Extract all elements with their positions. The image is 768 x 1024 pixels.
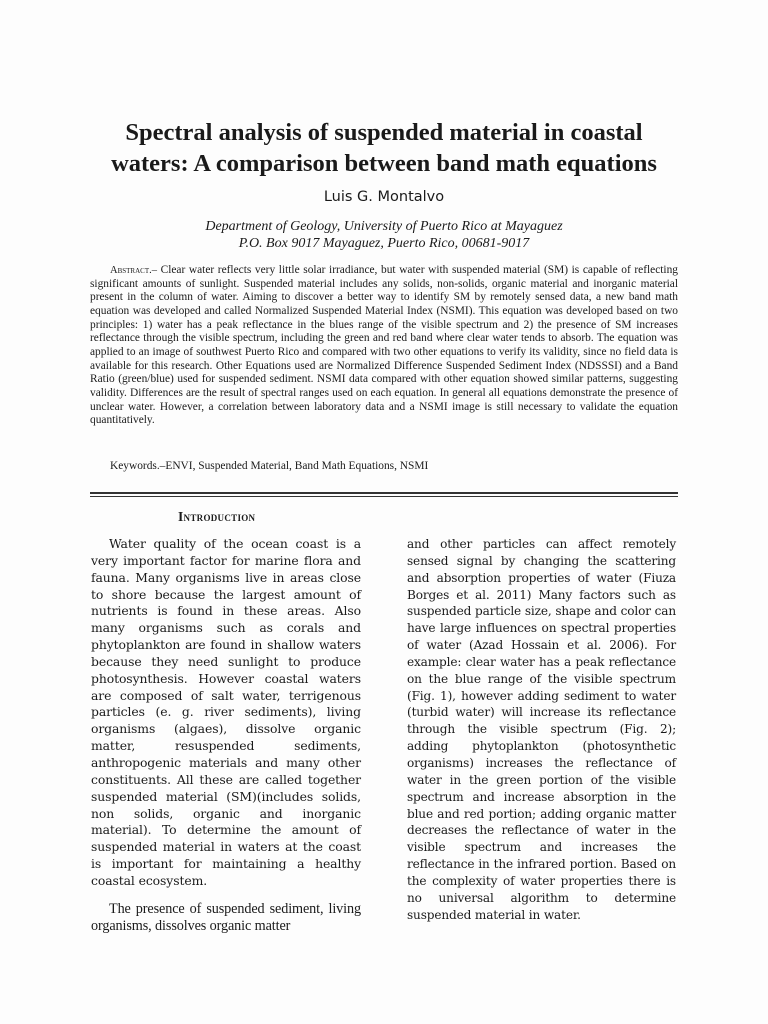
keywords-text: ENVI, Suspended Material, Band Math Equations, NSMI	[165, 460, 429, 472]
keywords	[110, 460, 428, 472]
author-name: Luis G. Montalvo	[323, 189, 445, 205]
intro-paragraph-col2: and other particles can affect remotely sensed signal by changing the scattering and absorption properties of water (Fiuza Borges et al. 2011) Many factors such as suspended particle size, shape and color can have large influences on spectral properties of water (Azad Hossain et al. 2006). For example: clear water has a peak reflectance on the blue range of the visible spectrum (Fig. 1), however adding sediment to water (turbid water) will increase its reflectance through the visible spectrum (Fig. 2); adding phytoplankton (photosynthetic organisms) increases the reflectance of water in the green portion of the visible spectrum and increase absorption in the blue and red portion; adding organic matter decreases the reflectance of water in the visible spectrum and increases the reflectance in the infrared portion. Based on the complexity of water properties there is no universal algorithm to determine suspended material in water.	[407, 537, 676, 922]
intro-paragraph-1: Water quality of the ocean coast is a very important factor for marine flora and fauna. Many organisms live in areas close to shore because the largest amount of nutrients is found in these areas. Also many organisms such as corals and phytoplankton are found in shallow waters because they need sunlight to produce photosynthesis. However coastal waters are composed of salt water, terrigenous particles (e. g. river sediments), living organisms (algaes), dissolve organic matter, resuspended sediments, anthropogenic materials and many other constituents. All these are called together suspended material (SM)(includes solids, non solids, organic and inorganic material). To determine the amount of suspended material in waters at the coast is important for maintaining a healthy coastal ecosystem.	[91, 536, 361, 888]
paper-title	[60, 117, 708, 179]
affiliation-line-1: Department of Geology, University of Puerto Rico at Mayaguez	[205, 219, 563, 234]
divider-thick	[90, 492, 678, 494]
abstract-text: Clear water reflects very little solar irradiance, but water with suspended material (SM) is capable of reflecting significant amounts of sunlight. Suspended material includes any solids, non-solids, organic material and inorganic material present in the column of water. Aiming to discover a better way to identify SM by remotely sensed data, a new band math equation was developed and called Normalized Suspended Material Index (NSMI). This equation was developed based on two principles: 1) water has a peak reflectance in the blues range of the visible spectrum and 2) the presence of SM increases reflectance through the visible spectrum, including the green and red band where clear water tends to absorb. The equation was applied to an image of southwest Puerto Rico and compared with two other equations to verify its validity, since no field data is available for this research. Other Equations used are Normalized Difference Suspended Sediment Index (NDSSSI) and a Band Ratio (green/blue) used for suspended sediment. NSMI data compared with other equation showed similar patterns, suggesting validity. Differences are the result of spectral ranges used on each equation. In general all equations demonstrate the presence of unclear water. However, a correlation between laboratory data and a NSMI image is still necessary to validate the equation quantitatively.	[90, 264, 678, 427]
affiliation-line-2: P.O. Box 9017 Mayaguez, Puerto Rico, 00681-9017	[238, 236, 530, 251]
affiliation	[60, 218, 708, 252]
section-heading-introduction: Introduction	[178, 509, 256, 524]
divider-thin	[90, 496, 678, 497]
title-line-2: waters: A comparison between band math equations	[111, 150, 657, 177]
abstract	[90, 264, 678, 428]
keywords-label: Keywords.–	[110, 460, 166, 472]
abstract-label: Abstract.–	[110, 265, 157, 276]
intro-paragraph-2: The presence of suspended sediment, living organisms, dissolves organic matter	[91, 901, 361, 934]
title-line-1: Spectral analysis of suspended material in coastal	[125, 119, 643, 146]
